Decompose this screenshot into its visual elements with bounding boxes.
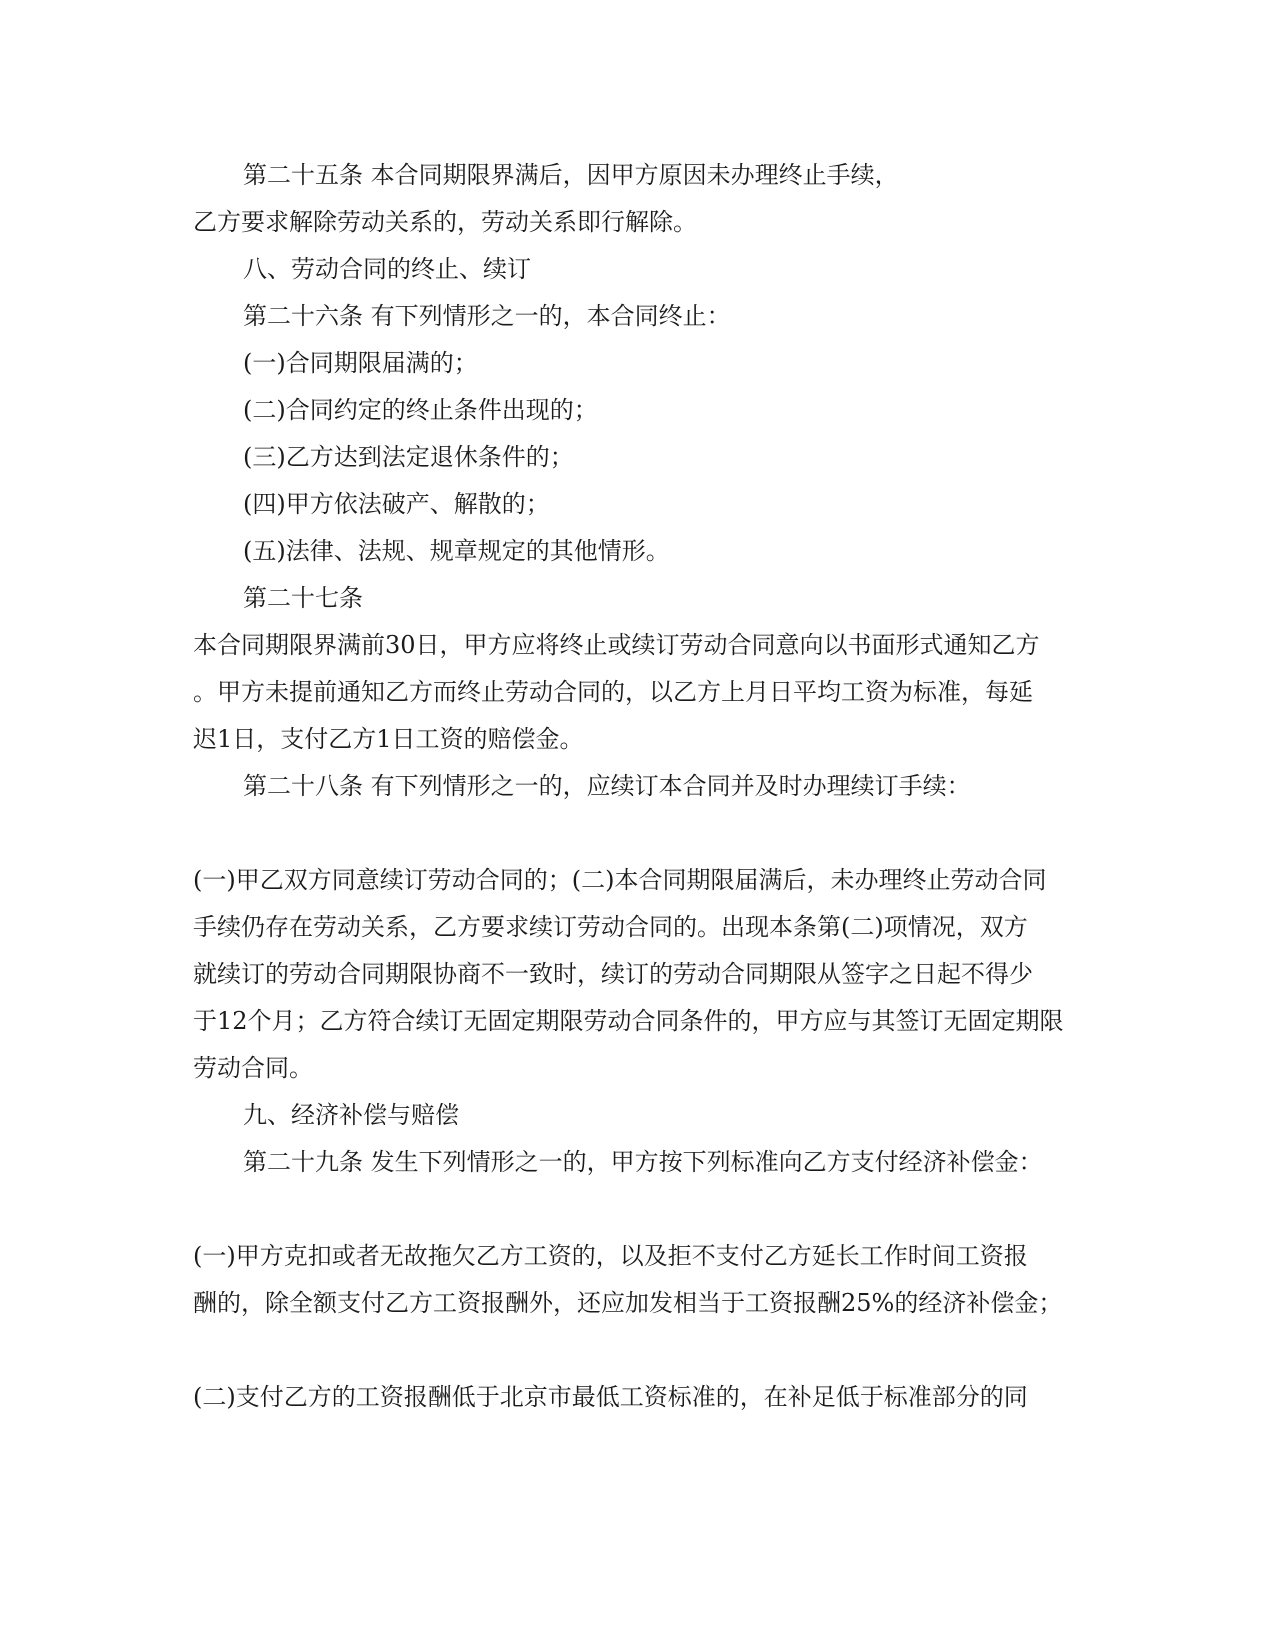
text-line: 于12个月；乙方符合续订无固定期限劳动合同条件的，甲方应与其签订无固定期限 <box>193 1007 1064 1035</box>
text-line: (三)乙方达到法定退休条件的； <box>243 443 574 471</box>
text-line: (一)甲乙双方同意续订劳动合同的；(二)本合同期限届满后，未办理终止劳动合同 <box>193 866 1047 894</box>
text-line: (一)甲方克扣或者无故拖欠乙方工资的，以及拒不支付乙方延长工作时间工资报 <box>193 1242 1028 1270</box>
text-line: 劳动合同。 <box>193 1054 313 1082</box>
text-line: 第二十九条 发生下列情形之一的，甲方按下列标准向乙方支付经济补偿金： <box>243 1148 1043 1176</box>
text-line: 第二十八条 有下列情形之一的，应续订本合同并及时办理续订手续： <box>243 772 971 800</box>
text-line: 就续订的劳动合同期限协商不一致时，续订的劳动合同期限从签字之日起不得少 <box>193 960 1033 988</box>
text-line: (四)甲方依法破产、解散的； <box>243 490 550 518</box>
text-line: 本合同期限界满前30日，甲方应将终止或续订劳动合同意向以书面形式通知乙方 <box>193 631 1040 659</box>
section-heading: 九、经济补偿与赔偿 <box>243 1101 459 1129</box>
article-heading: 第二十七条 <box>243 584 363 612</box>
text-line: (二)合同约定的终止条件出现的； <box>243 396 598 424</box>
text-line: 第二十六条 有下列情形之一的，本合同终止： <box>243 302 731 330</box>
text-line: (一)合同期限届满的； <box>243 349 478 377</box>
text-line: 迟1日，支付乙方1日工资的赔偿金。 <box>193 725 584 753</box>
text-line: 酬的，除全额支付乙方工资报酬外，还应加发相当于工资报酬25%的经济补偿金； <box>193 1289 1063 1317</box>
text-line: 第二十五条 本合同期限界满后，因甲方原因未办理终止手续， <box>243 161 899 189</box>
text-line: (二)支付乙方的工资报酬低于北京市最低工资标准的，在补足低于标准部分的同 <box>193 1383 1028 1411</box>
text-line: (五)法律、法规、规章规定的其他情形。 <box>243 537 670 565</box>
text-line: 乙方要求解除劳动关系的，劳动关系即行解除。 <box>193 208 697 236</box>
text-line: 手续仍存在劳动关系，乙方要求续订劳动合同的。出现本条第(二)项情况，双方 <box>193 913 1028 941</box>
section-heading: 八、劳动合同的终止、续订 <box>243 255 531 283</box>
text-line: 。甲方未提前通知乙方而终止劳动合同的，以乙方上月日平均工资为标准，每延 <box>193 678 1033 706</box>
